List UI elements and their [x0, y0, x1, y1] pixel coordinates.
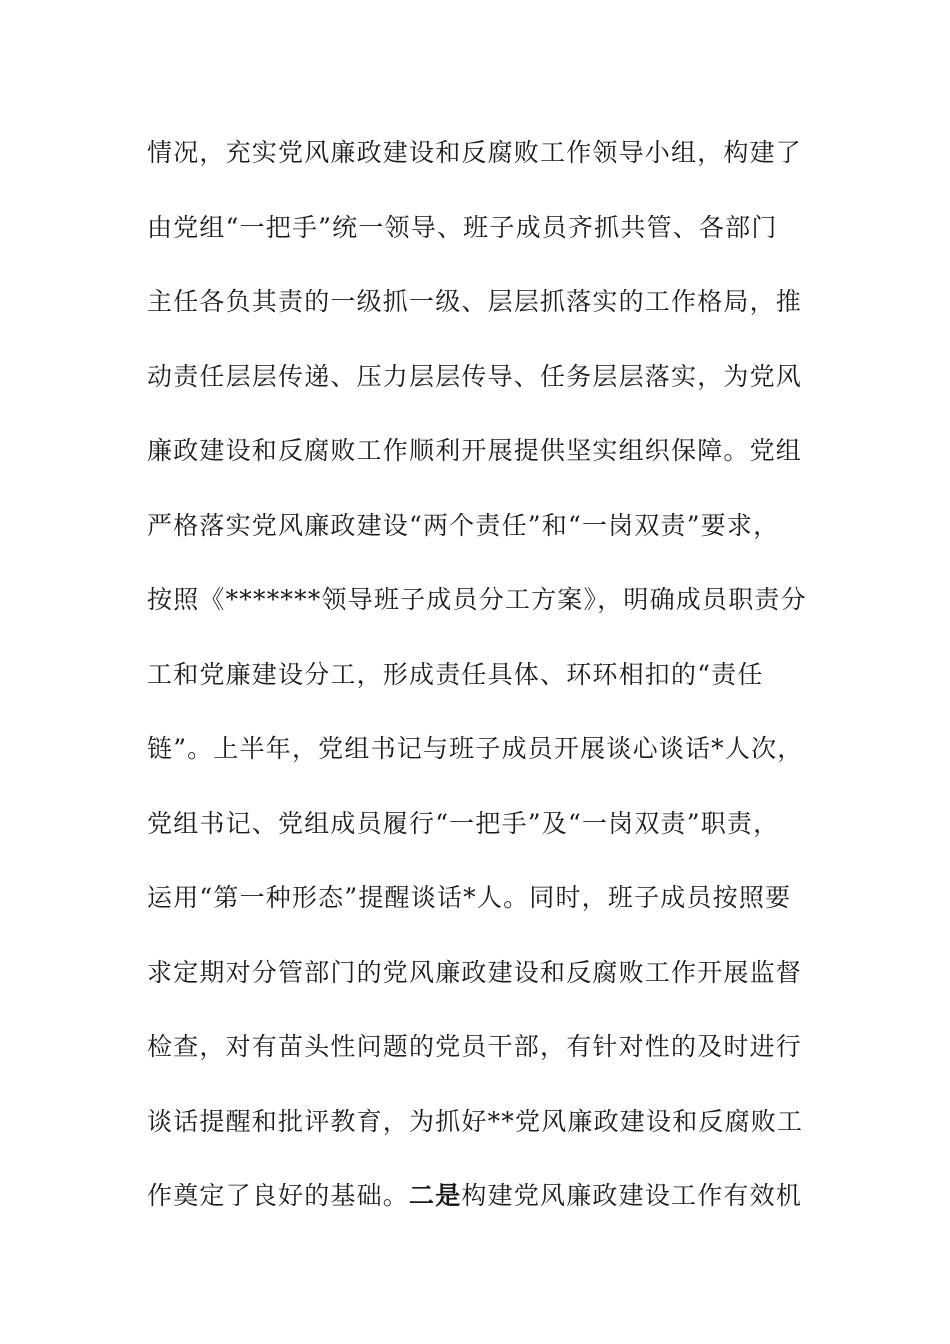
emphasis-text: 二是	[409, 1181, 462, 1210]
text-line: 运用“第一种形态”提醒谈话*人。同时，班子成员按照要	[147, 883, 792, 912]
text-line: 谈话提醒和批评教育，为抓好**党风廉政建设和反腐败工	[147, 1106, 804, 1136]
text-line: 链”。上半年，党组书记与班子成员开展谈心谈话*人次，	[147, 734, 804, 763]
text-segment: 构建党风廉政建设工作有效机	[461, 1181, 803, 1210]
text-line: 主任各负其责的一级抓一级、层层抓落实的工作格局，推	[147, 287, 803, 316]
text-line: 按照《*******领导班子成员分工方案》，明确成员职责分	[147, 585, 807, 614]
text-line: 检查，对有苗头性问题的党员干部，有针对性的及时进行	[147, 1032, 803, 1061]
text-line-last	[147, 1173, 807, 1248]
text-line: 由党组“一把手”统一领导、班子成员齐抓共管、各部门	[147, 212, 778, 242]
text-line: 情况，充实党风廉政建设和反腐败工作领导小组，构建了	[147, 138, 803, 167]
text-line: 工和党廉建设分工，形成责任具体、环环相扣的“责任	[147, 659, 764, 689]
text-line: 动责任层层传递、压力层层传导、任务层层落实，为党风	[147, 361, 803, 391]
text-line: 廉政建设和反腐败工作顺利开展提供坚实组织保障。党组	[147, 436, 803, 465]
text-line: 求定期对分管部门的党风廉政建设和反腐败工作开展监督	[147, 957, 803, 987]
body-text	[147, 130, 807, 1248]
text-line: 严格落实党风廉政建设“两个责任”和“一岗双责”要求，	[147, 510, 780, 540]
text-segment: 作奠定了良好的基础。	[147, 1181, 410, 1210]
text-line: 党组书记、党组成员履行“一把手”及“一岗双责”职责，	[147, 808, 780, 838]
